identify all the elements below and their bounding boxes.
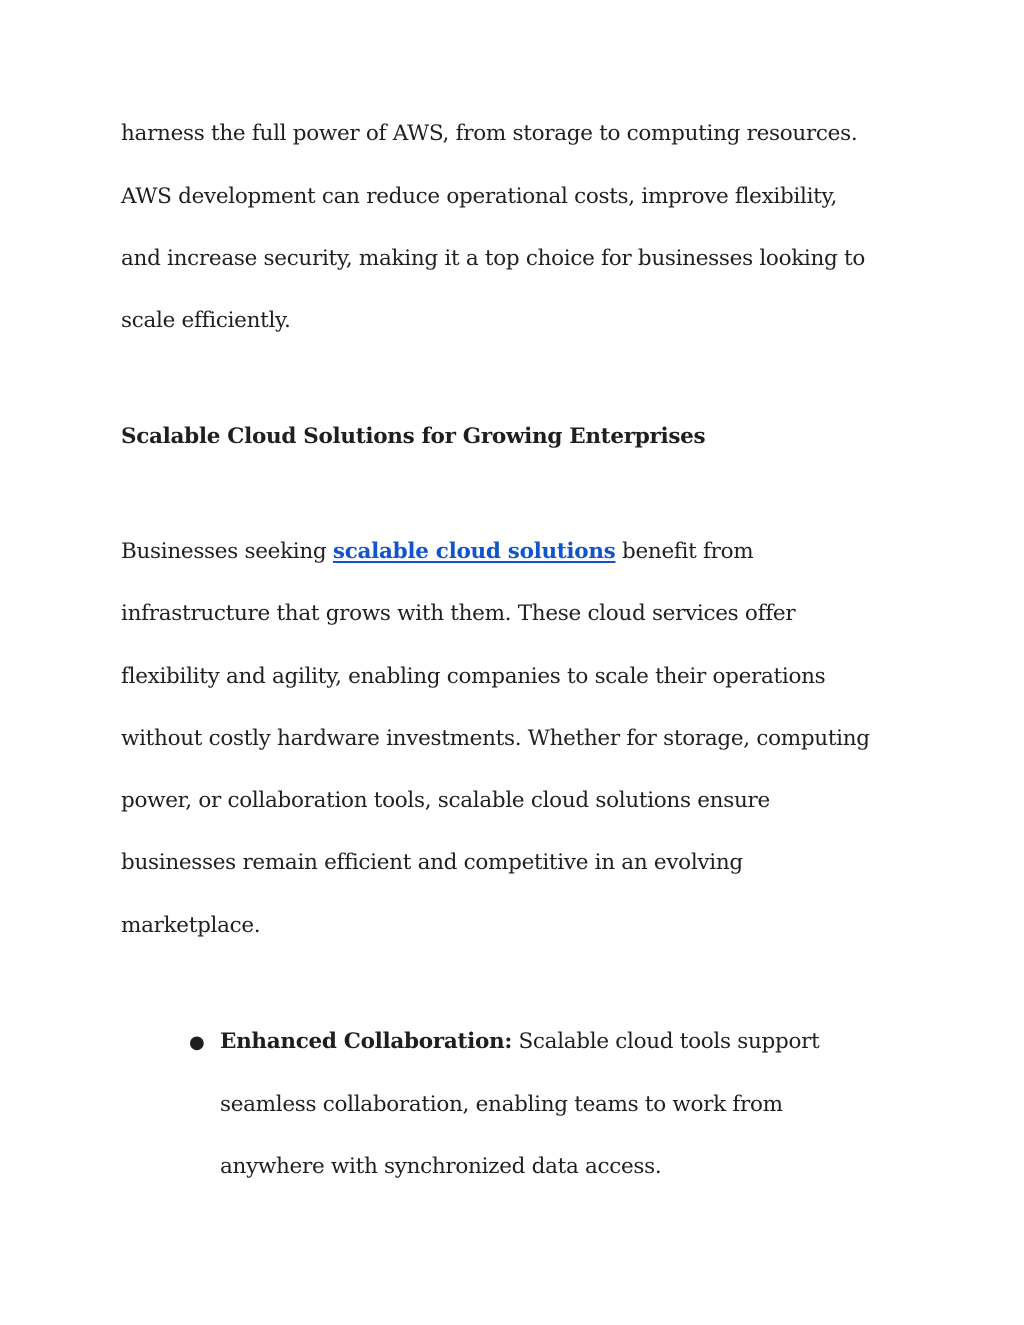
bullet-term: Enhanced Collaboration:: [220, 1029, 512, 1054]
body-line-6: businesses remain efficient and competitive in an evolving: [121, 850, 743, 875]
body-line-1: [121, 537, 753, 567]
body-line-1-suffix: benefit from: [615, 539, 754, 564]
bullet-line-1: [220, 1027, 819, 1057]
bullet-line-3: anywhere with synchronized data access.: [220, 1154, 662, 1179]
body-line-1-prefix: Businesses seeking: [121, 539, 333, 564]
body-line-5: power, or collaboration tools, scalable cloud solutions ensure: [121, 788, 770, 813]
bullet-line-1-rest: Scalable cloud tools support: [511, 1029, 820, 1054]
intro-line-1: harness the full power of AWS, from storage to computing resources.: [121, 121, 858, 146]
bullet-line-2: seamless collaboration, enabling teams to work from: [220, 1092, 783, 1117]
body-line-4: without costly hardware investments. Whether for storage, computing: [121, 726, 870, 751]
body-line-2: infrastructure that grows with them. These cloud services offer: [121, 601, 796, 626]
bullet-icon: ●: [189, 1032, 205, 1053]
body-line-3: flexibility and agility, enabling companies to scale their operations: [121, 664, 826, 689]
scalable-cloud-solutions-link[interactable]: scalable cloud solutions: [332, 539, 616, 564]
section-heading: Scalable Cloud Solutions for Growing Enterprises: [121, 424, 706, 449]
intro-line-3: and increase security, making it a top choice for businesses looking to: [121, 246, 866, 271]
intro-line-4: scale efficiently.: [121, 308, 291, 333]
body-line-7: marketplace.: [121, 913, 261, 938]
intro-line-2: AWS development can reduce operational costs, improve flexibility,: [121, 184, 838, 209]
